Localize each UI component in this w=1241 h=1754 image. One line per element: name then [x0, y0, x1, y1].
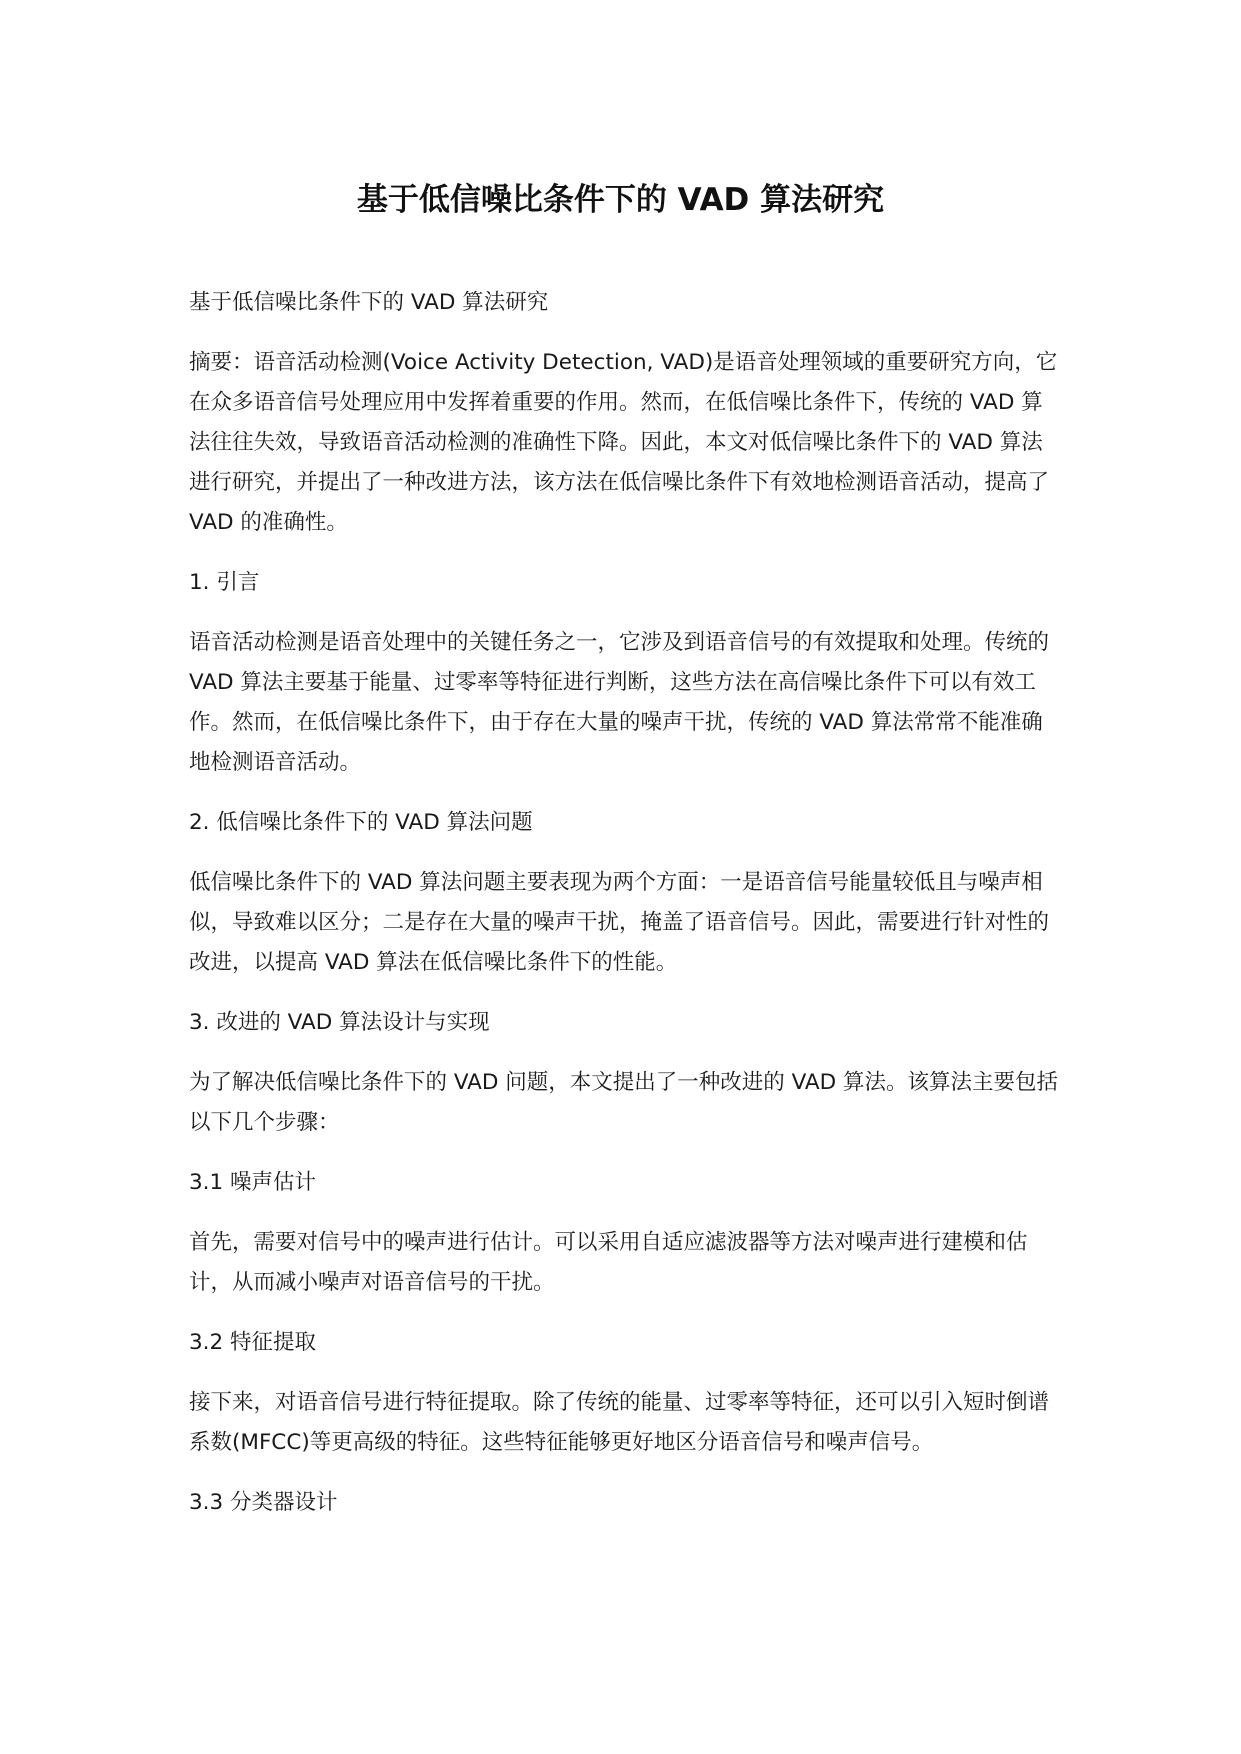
document-body — [189, 283, 1059, 1543]
abstract-paragraph: 摘要：语音活动检测(Voice Activity Detection, VAD)是语音处理领域的重要研究方向，它在众多语音信号处理应用中发挥着重要的作用。然而，在低信噪比条件下，传统的 VAD 算法往往失效，导致语音活动检测的准确性下降。因此，本文对低信噪比条件下的 VAD 算法进行研究，并提出了一种改进方法，该方法在低信噪比条件下有效地检测语音活动，提高了 VAD 的准确性。 — [189, 350, 1058, 535]
section-heading-classifier-design: 3.3 分类器设计 — [189, 1490, 338, 1515]
section-body-feature-extraction: 接下来，对语音信号进行特征提取。除了传统的能量、过零率等特征，还可以引入短时倒谱系数(MFCC)等更高级的特征。这些特征能够更好地区分语音信号和噪声信号。 — [189, 1390, 1050, 1455]
section-body-problem: 低信噪比条件下的 VAD 算法问题主要表现为两个方面：一是语音信号能量较低且与噪声相似，导致难以区分；二是存在大量的噪声干扰，掩盖了语音信号。因此，需要进行针对性的改进，以提高 VAD 算法在低信噪比条件下的性能。 — [189, 870, 1050, 975]
section-heading-design: 3. 改进的 VAD 算法设计与实现 — [189, 1010, 490, 1035]
document-subtitle: 基于低信噪比条件下的 VAD 算法研究 — [189, 290, 549, 315]
section-heading-feature-extraction: 3.2 特征提取 — [189, 1330, 317, 1355]
document-title: 基于低信噪比条件下的 VAD 算法研究 — [356, 182, 885, 218]
section-heading-noise-estimation: 3.1 噪声估计 — [189, 1170, 317, 1195]
section-body-introduction: 语音活动检测是语音处理中的关键任务之一，它涉及到语音信号的有效提取和处理。传统的 VAD 算法主要基于能量、过零率等特征进行判断，这些方法在高信噪比条件下可以有效工作。然而，在低信噪比条件下，由于存在大量的噪声干扰，传统的 VAD 算法常常不能准确地检测语音活动。 — [189, 630, 1050, 775]
section-heading-introduction: 1. 引言 — [189, 570, 260, 595]
section-heading-problem: 2. 低信噪比条件下的 VAD 算法问题 — [189, 810, 533, 835]
section-body-design: 为了解决低信噪比条件下的 VAD 问题，本文提出了一种改进的 VAD 算法。该算法主要包括以下几个步骤： — [189, 1070, 1059, 1135]
section-body-noise-estimation: 首先，需要对信号中的噪声进行估计。可以采用自适应滤波器等方法对噪声进行建模和估计，从而减小噪声对语音信号的干扰。 — [189, 1230, 1028, 1295]
